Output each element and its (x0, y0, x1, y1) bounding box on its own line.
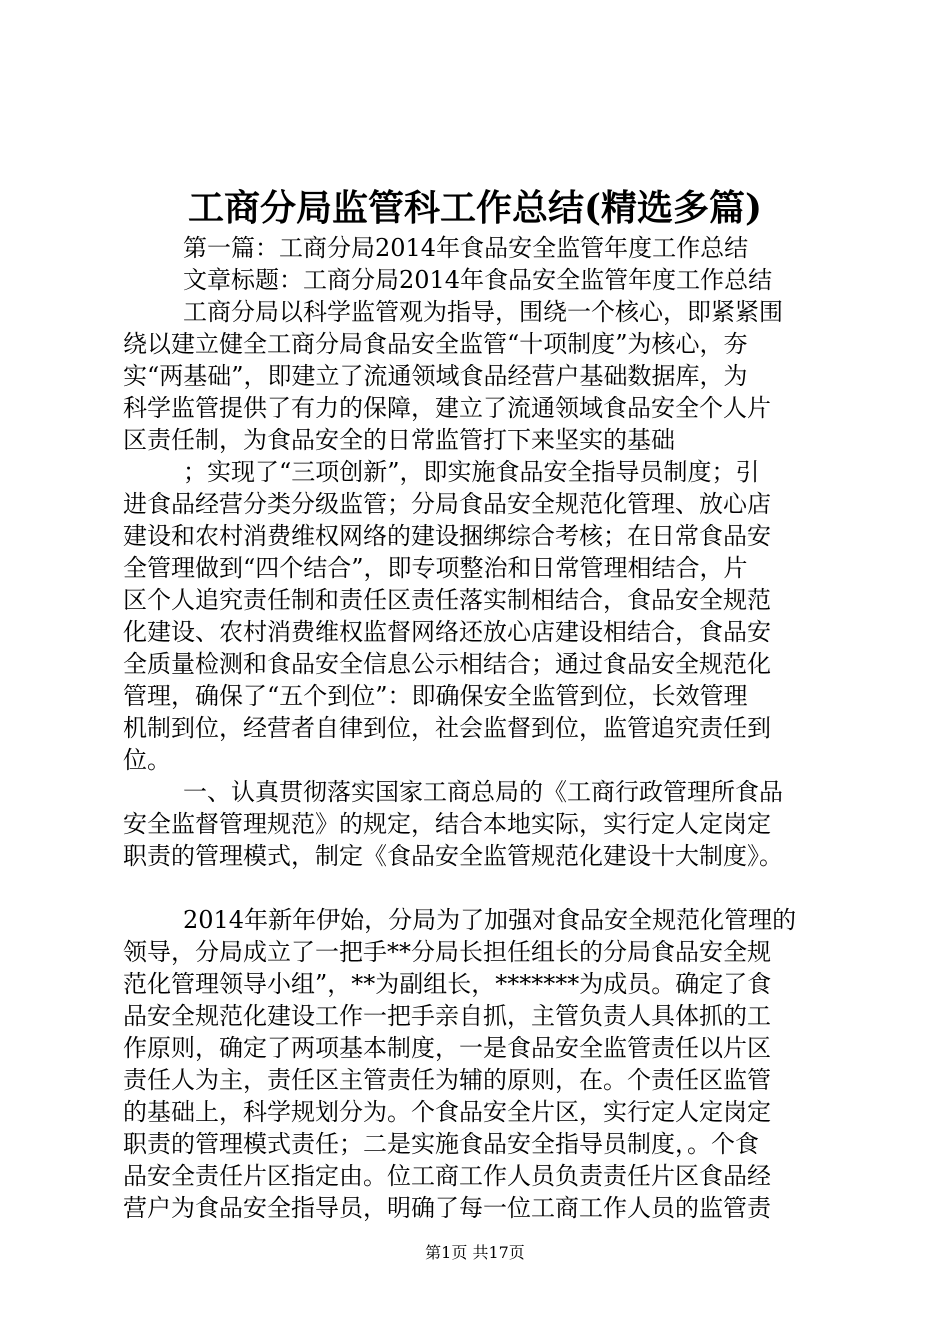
paragraph-line: 职责的管理模式，制定《食品安全监管规范化建设十大制度》。 (123, 842, 783, 870)
paragraph-line: 工商分局以科学监管观为指导，围绕一个核心，即紧紧围 (183, 298, 783, 326)
paragraph-line: 第一篇：工商分局2014年食品安全监管年度工作总结 (183, 234, 749, 262)
paragraph-line: 作原则，确定了两项基本制度，一是食品安全监管责任以片区 (123, 1034, 771, 1062)
page-number: 第1页 共17页 (425, 1243, 525, 1262)
paragraph-line: 责任人为主，责任区主管责任为辅的原则，在。个责任区监管 (123, 1066, 771, 1094)
paragraph-line: 管理，确保了“五个到位”：即确保安全监管到位，长效管理 (123, 682, 748, 710)
paragraph-gap (123, 872, 843, 904)
paragraph-line: 范化管理领导小组”，**为副组长，*******为成员。确定了食 (123, 970, 772, 998)
paragraph-line: 营户为食品安全指导员，明确了每一位工商工作人员的监管责 (123, 1194, 771, 1222)
paragraph-line: 全管理做到“四个结合”，即专项整治和日常管理相结合，片 (123, 554, 748, 582)
paragraph-line: 区个人追究责任制和责任区责任落实制相结合，食品安全规范 (123, 586, 771, 614)
paragraph-line: 领导，分局成立了一把手**分局长担任组长的分局食品安全规 (123, 938, 771, 966)
paragraph-line: 科学监管提供了有力的保障，建立了流通领域食品安全个人片 (123, 394, 771, 422)
document-body (123, 232, 843, 1224)
paragraph-line: 文章标题：工商分局2014年食品安全监管年度工作总结 (183, 266, 773, 294)
paragraph-line: 化建设、农村消费维权监督网络还放心店建设相结合，食品安 (123, 618, 771, 646)
paragraph-line: 职责的管理模式责任；二是实施食品安全指导员制度，。个食 (123, 1130, 759, 1158)
paragraph-line: 全质量检测和食品安全信息公示相结合；通过食品安全规范化 (123, 650, 771, 678)
document-title: 工商分局监管科工作总结(精选多篇) (187, 187, 763, 229)
paragraph-line: 实“两基础”，即建立了流通领域食品经营户基础数据库，为 (123, 362, 748, 390)
paragraph-line: 区责任制，为食品安全的日常监管打下来坚实的基础 (123, 426, 675, 454)
paragraph-line: ；实现了“三项创新”，即实施食品安全指导员制度；引 (183, 458, 760, 486)
paragraph-line: 建设和农村消费维权网络的建设捆绑综合考核；在日常食品安 (123, 522, 771, 550)
paragraph-line: 品安全责任片区指定由。位工商工作人员负责责任片区食品经 (123, 1162, 771, 1190)
paragraph-line: 2014年新年伊始，分局为了加强对食品安全规范化管理的 (183, 906, 797, 934)
paragraph-line: 机制到位，经营者自律到位，社会监督到位，监管追究责任到 (123, 714, 771, 742)
paragraph-line: 品安全规范化建设工作一把手亲自抓，主管负责人具体抓的工 (123, 1002, 771, 1030)
paragraph-line: 一、认真贯彻落实国家工商总局的《工商行政管理所食品 (183, 778, 783, 806)
paragraph-line: 进食品经营分类分级监管；分局食品安全规范化管理、放心店 (123, 490, 771, 518)
paragraph-line: 安全监督管理规范》的规定，结合本地实际，实行定人定岗定 (123, 810, 771, 838)
paragraph-line: 位。 (123, 746, 171, 774)
paragraph-line: 绕以建立健全工商分局食品安全监管“十项制度”为核心，夯 (123, 330, 748, 358)
paragraph-line: 的基础上，科学规划分为。个食品安全片区，实行定人定岗定 (123, 1098, 771, 1126)
